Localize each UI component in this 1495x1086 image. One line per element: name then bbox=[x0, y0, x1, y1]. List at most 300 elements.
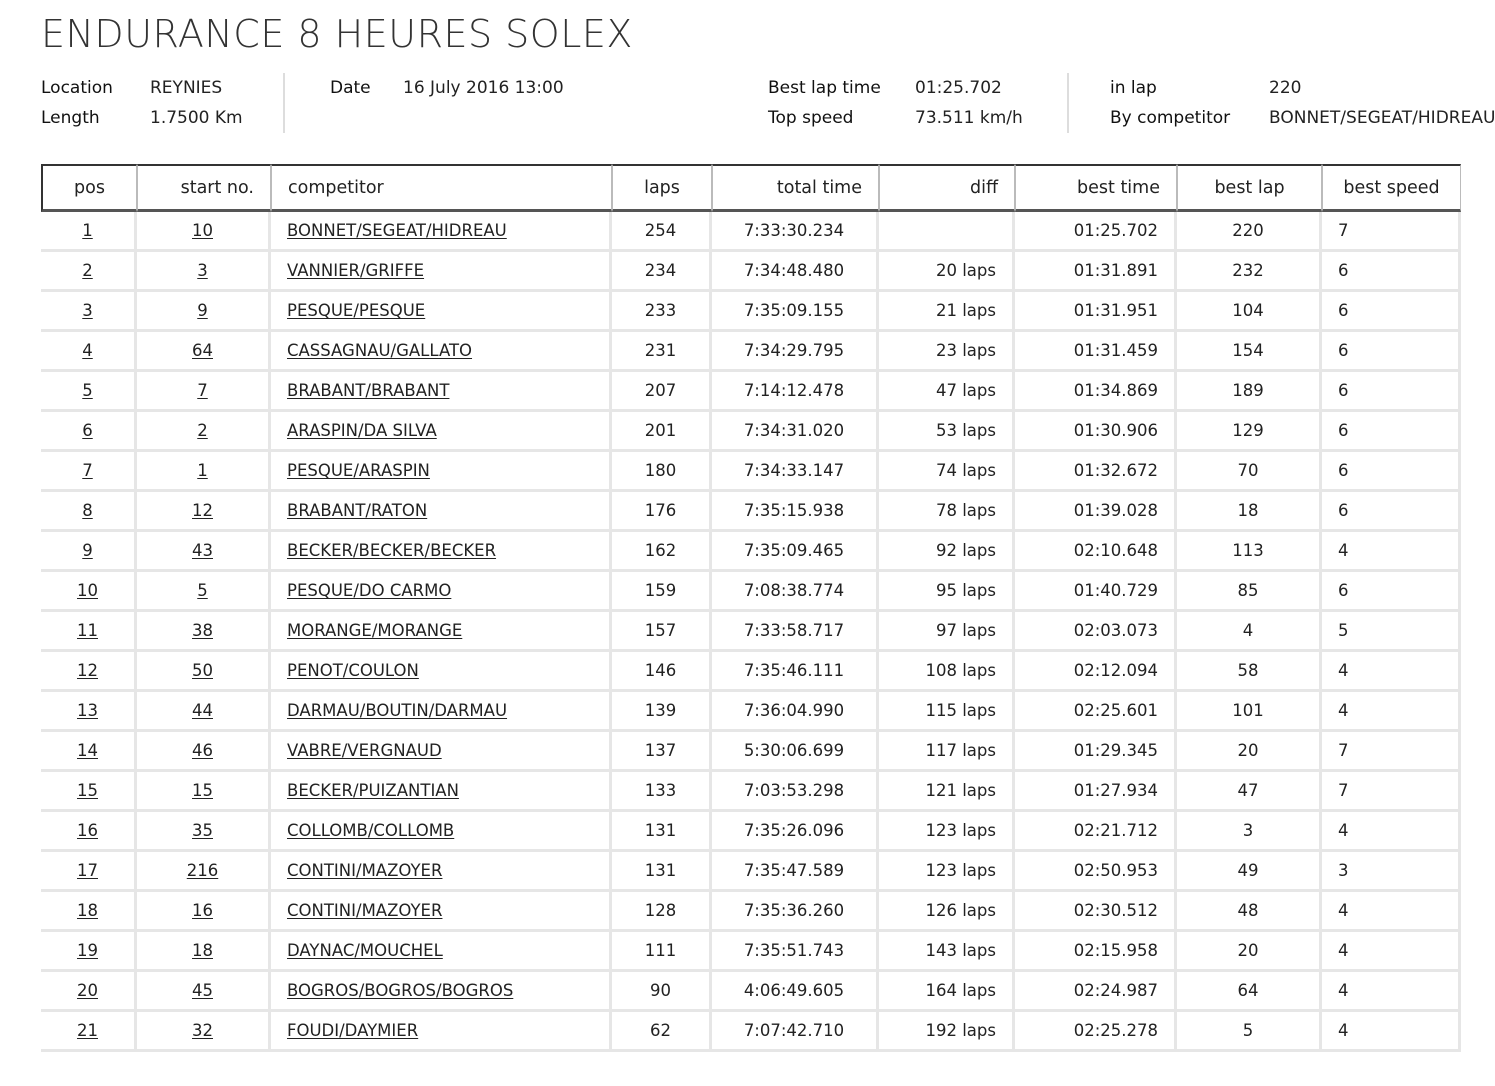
pos-link[interactable]: 11 bbox=[77, 621, 98, 640]
in-lap-value-wrap bbox=[1269, 78, 1301, 98]
best-speed-cell: 4 bbox=[1322, 652, 1461, 692]
table-row bbox=[41, 212, 1461, 252]
best-lap-cell: 220 bbox=[1177, 212, 1322, 252]
competitor-cell bbox=[271, 1012, 612, 1052]
total-time-cell: 7:35:09.465 bbox=[712, 532, 879, 572]
column-header-start-no[interactable]: start no. bbox=[137, 164, 271, 212]
in-lap-value: 220 bbox=[1269, 78, 1302, 98]
diff-cell: 78 laps bbox=[879, 492, 1015, 532]
competitor-cell bbox=[271, 372, 612, 412]
competitor-cell bbox=[271, 892, 612, 932]
best-lap-cell: 64 bbox=[1177, 972, 1322, 1012]
competitor-cell bbox=[271, 652, 612, 692]
pos-link[interactable]: 19 bbox=[77, 941, 98, 960]
info-divider bbox=[1067, 73, 1069, 133]
competitor-link[interactable]: CONTINI/MAZOYER bbox=[287, 901, 443, 920]
table-row bbox=[41, 972, 1461, 1012]
table-row bbox=[41, 492, 1461, 532]
pos-cell bbox=[41, 572, 137, 612]
table-row bbox=[41, 812, 1461, 852]
start-no-cell bbox=[137, 892, 271, 932]
laps-cell: 176 bbox=[612, 492, 712, 532]
total-time-cell: 7:35:09.155 bbox=[712, 292, 879, 332]
laps-cell: 90 bbox=[612, 972, 712, 1012]
total-time-cell: 7:07:42.710 bbox=[712, 1012, 879, 1052]
best-time-cell: 02:12.094 bbox=[1015, 652, 1177, 692]
best-time-cell: 01:27.934 bbox=[1015, 772, 1177, 812]
column-header-diff[interactable]: diff bbox=[879, 164, 1015, 212]
start-no-link[interactable]: 2 bbox=[197, 421, 208, 440]
best-speed-cell: 6 bbox=[1322, 572, 1461, 612]
total-time-cell: 7:14:12.478 bbox=[712, 372, 879, 412]
laps-cell: 207 bbox=[612, 372, 712, 412]
column-header-best-speed[interactable]: best speed bbox=[1322, 164, 1461, 212]
best-time-cell: 01:31.459 bbox=[1015, 332, 1177, 372]
best-lap-time-value: 01:25.702 bbox=[915, 78, 1002, 98]
competitor-cell bbox=[271, 972, 612, 1012]
date-label: Date bbox=[330, 78, 371, 98]
competitor-cell bbox=[271, 492, 612, 532]
laps-cell: 201 bbox=[612, 412, 712, 452]
pos-link[interactable]: 3 bbox=[82, 301, 93, 320]
table-row bbox=[41, 572, 1461, 612]
competitor-link[interactable]: PESQUE/PESQUE bbox=[287, 301, 426, 320]
pos-cell bbox=[41, 852, 137, 892]
start-no-cell bbox=[137, 932, 271, 972]
diff-cell: 117 laps bbox=[879, 732, 1015, 772]
start-no-link[interactable]: 1 bbox=[197, 461, 208, 480]
best-lap-cell: 49 bbox=[1177, 852, 1322, 892]
pos-cell bbox=[41, 532, 137, 572]
start-no-link[interactable]: 44 bbox=[192, 701, 213, 720]
laps-cell: 231 bbox=[612, 332, 712, 372]
laps-cell: 131 bbox=[612, 852, 712, 892]
date-value: 16 July 2016 13:00 bbox=[403, 78, 564, 98]
diff-cell: 92 laps bbox=[879, 532, 1015, 572]
start-no-cell bbox=[137, 612, 271, 652]
length-label: Length bbox=[41, 108, 100, 128]
best-lap-cell: 113 bbox=[1177, 532, 1322, 572]
date-value-wrap bbox=[403, 78, 564, 98]
start-no-link[interactable]: 35 bbox=[192, 821, 213, 840]
pos-cell bbox=[41, 412, 137, 452]
best-speed-cell: 6 bbox=[1322, 252, 1461, 292]
start-no-link[interactable]: 18 bbox=[192, 941, 213, 960]
diff-cell: 164 laps bbox=[879, 972, 1015, 1012]
start-no-link[interactable]: 15 bbox=[192, 781, 213, 800]
competitor-cell bbox=[271, 612, 612, 652]
pos-cell bbox=[41, 252, 137, 292]
pos-link[interactable]: 6 bbox=[82, 421, 93, 440]
best-lap-time-row bbox=[768, 78, 881, 98]
start-no-cell bbox=[137, 652, 271, 692]
start-no-link[interactable]: 216 bbox=[186, 861, 219, 880]
pos-link[interactable]: 18 bbox=[77, 901, 98, 920]
table-row bbox=[41, 452, 1461, 492]
best-speed-cell: 6 bbox=[1322, 332, 1461, 372]
laps-cell: 157 bbox=[612, 612, 712, 652]
competitor-cell bbox=[271, 332, 612, 372]
competitor-link[interactable]: BONNET/SEGEAT/HIDREAU bbox=[287, 221, 507, 240]
start-no-link[interactable]: 7 bbox=[197, 381, 208, 400]
location-row bbox=[41, 78, 113, 98]
table-row bbox=[41, 772, 1461, 812]
pos-cell bbox=[41, 332, 137, 372]
best-time-cell: 02:50.953 bbox=[1015, 852, 1177, 892]
pos-link[interactable]: 1 bbox=[82, 221, 93, 240]
best-time-cell: 01:30.906 bbox=[1015, 412, 1177, 452]
best-time-cell: 01:32.672 bbox=[1015, 452, 1177, 492]
pos-link[interactable]: 13 bbox=[77, 701, 98, 720]
table-row bbox=[41, 852, 1461, 892]
total-time-cell: 4:06:49.605 bbox=[712, 972, 879, 1012]
start-no-link[interactable]: 10 bbox=[192, 221, 213, 240]
start-no-cell bbox=[137, 1012, 271, 1052]
laps-cell: 133 bbox=[612, 772, 712, 812]
by-competitor-value: BONNET/SEGEAT/HIDREAU bbox=[1269, 108, 1495, 128]
laps-cell: 62 bbox=[612, 1012, 712, 1052]
start-no-cell bbox=[137, 252, 271, 292]
best-speed-cell: 4 bbox=[1322, 972, 1461, 1012]
diff-cell: 123 laps bbox=[879, 852, 1015, 892]
diff-cell: 53 laps bbox=[879, 412, 1015, 452]
column-header-best-lap[interactable]: best lap bbox=[1177, 164, 1322, 212]
laps-cell: 146 bbox=[612, 652, 712, 692]
length-value-wrap bbox=[150, 108, 243, 128]
table-row bbox=[41, 372, 1461, 412]
competitor-link[interactable]: COLLOMB/COLLOMB bbox=[287, 821, 455, 840]
best-speed-cell: 3 bbox=[1322, 852, 1461, 892]
best-lap-cell: 154 bbox=[1177, 332, 1322, 372]
start-no-link[interactable]: 12 bbox=[192, 501, 213, 520]
pos-link[interactable]: 4 bbox=[82, 341, 93, 360]
top-speed-value: 73.511 km/h bbox=[915, 108, 1023, 128]
pos-cell bbox=[41, 612, 137, 652]
best-lap-cell: 101 bbox=[1177, 692, 1322, 732]
best-speed-cell: 4 bbox=[1322, 892, 1461, 932]
start-no-link[interactable]: 3 bbox=[197, 261, 208, 280]
competitor-cell bbox=[271, 852, 612, 892]
competitor-link[interactable]: PESQUE/DO CARMO bbox=[287, 581, 452, 600]
column-header-best-time[interactable]: best time bbox=[1015, 164, 1177, 212]
competitor-cell bbox=[271, 532, 612, 572]
competitor-link[interactable]: PENOT/COULON bbox=[287, 661, 419, 680]
start-no-cell bbox=[137, 292, 271, 332]
laps-cell: 159 bbox=[612, 572, 712, 612]
total-time-cell: 7:34:48.480 bbox=[712, 252, 879, 292]
table-row bbox=[41, 252, 1461, 292]
table-row bbox=[41, 932, 1461, 972]
competitor-cell bbox=[271, 412, 612, 452]
pos-link[interactable]: 12 bbox=[77, 661, 98, 680]
competitor-link[interactable]: BECKER/PUIZANTIAN bbox=[287, 781, 459, 800]
pos-cell bbox=[41, 652, 137, 692]
competitor-link[interactable]: BECKER/BECKER/BECKER bbox=[287, 541, 497, 560]
start-no-cell bbox=[137, 732, 271, 772]
total-time-cell: 7:35:15.938 bbox=[712, 492, 879, 532]
start-no-link[interactable]: 5 bbox=[197, 581, 208, 600]
competitor-link[interactable]: CASSAGNAU/GALLATO bbox=[287, 341, 473, 360]
best-time-cell: 01:39.028 bbox=[1015, 492, 1177, 532]
laps-cell: 233 bbox=[612, 292, 712, 332]
length-row bbox=[41, 108, 100, 128]
diff-cell: 126 laps bbox=[879, 892, 1015, 932]
pos-cell bbox=[41, 732, 137, 772]
length-value: 1.7500 Km bbox=[150, 108, 243, 128]
total-time-cell: 7:34:31.020 bbox=[712, 412, 879, 452]
competitor-cell bbox=[271, 692, 612, 732]
total-time-cell: 5:30:06.699 bbox=[712, 732, 879, 772]
laps-cell: 131 bbox=[612, 812, 712, 852]
by-competitor-row bbox=[1110, 108, 1230, 128]
pos-cell bbox=[41, 772, 137, 812]
pos-cell bbox=[41, 372, 137, 412]
column-header-competitor[interactable]: competitor bbox=[271, 164, 612, 212]
best-time-cell: 01:34.869 bbox=[1015, 372, 1177, 412]
total-time-cell: 7:34:29.795 bbox=[712, 332, 879, 372]
competitor-link[interactable]: PESQUE/ARASPIN bbox=[287, 461, 430, 480]
start-no-link[interactable]: 38 bbox=[192, 621, 213, 640]
diff-cell: 47 laps bbox=[879, 372, 1015, 412]
diff-cell: 108 laps bbox=[879, 652, 1015, 692]
start-no-cell bbox=[137, 372, 271, 412]
table-row bbox=[41, 732, 1461, 772]
best-lap-cell: 48 bbox=[1177, 892, 1322, 932]
best-speed-cell: 6 bbox=[1322, 292, 1461, 332]
pos-link[interactable]: 17 bbox=[77, 861, 98, 880]
competitor-link[interactable]: BRABANT/BRABANT bbox=[287, 381, 450, 400]
column-header-laps[interactable]: laps bbox=[612, 164, 712, 212]
competitor-link[interactable]: FOUDI/DAYMIER bbox=[287, 1021, 419, 1040]
start-no-cell bbox=[137, 852, 271, 892]
diff-cell: 143 laps bbox=[879, 932, 1015, 972]
location-value-wrap bbox=[150, 78, 222, 98]
pos-link[interactable]: 16 bbox=[77, 821, 98, 840]
diff-cell: 23 laps bbox=[879, 332, 1015, 372]
competitor-link[interactable]: VANNIER/GRIFFE bbox=[287, 261, 425, 280]
competitor-cell bbox=[271, 932, 612, 972]
best-speed-cell: 6 bbox=[1322, 492, 1461, 532]
pos-link[interactable]: 8 bbox=[82, 501, 93, 520]
table-row bbox=[41, 532, 1461, 572]
best-time-cell: 02:21.712 bbox=[1015, 812, 1177, 852]
total-time-cell: 7:33:58.717 bbox=[712, 612, 879, 652]
best-speed-cell: 6 bbox=[1322, 372, 1461, 412]
best-time-cell: 01:31.891 bbox=[1015, 252, 1177, 292]
best-time-cell: 01:31.951 bbox=[1015, 292, 1177, 332]
best-time-cell: 02:25.278 bbox=[1015, 1012, 1177, 1052]
start-no-cell bbox=[137, 572, 271, 612]
best-lap-cell: 4 bbox=[1177, 612, 1322, 652]
best-lap-cell: 70 bbox=[1177, 452, 1322, 492]
pos-link[interactable]: 5 bbox=[82, 381, 93, 400]
competitor-cell bbox=[271, 212, 612, 252]
diff-cell: 95 laps bbox=[879, 572, 1015, 612]
pos-cell bbox=[41, 292, 137, 332]
table-row bbox=[41, 652, 1461, 692]
competitor-cell bbox=[271, 772, 612, 812]
start-no-cell bbox=[137, 332, 271, 372]
pos-link[interactable]: 7 bbox=[82, 461, 93, 480]
laps-cell: 162 bbox=[612, 532, 712, 572]
pos-link[interactable]: 15 bbox=[77, 781, 98, 800]
competitor-link[interactable]: BRABANT/RATON bbox=[287, 501, 428, 520]
total-time-cell: 7:35:47.589 bbox=[712, 852, 879, 892]
diff-cell: 20 laps bbox=[879, 252, 1015, 292]
pos-cell bbox=[41, 1012, 137, 1052]
total-time-cell: 7:36:04.990 bbox=[712, 692, 879, 732]
best-time-cell: 02:03.073 bbox=[1015, 612, 1177, 652]
pos-link[interactable]: 9 bbox=[82, 541, 93, 560]
table-row bbox=[41, 412, 1461, 452]
best-time-cell: 02:24.987 bbox=[1015, 972, 1177, 1012]
pos-link[interactable]: 21 bbox=[77, 1021, 98, 1040]
competitor-link[interactable]: DARMAU/BOUTIN/DARMAU bbox=[287, 701, 508, 720]
results-table-viewport[interactable] bbox=[41, 164, 1440, 1044]
total-time-cell: 7:08:38.774 bbox=[712, 572, 879, 612]
pos-cell bbox=[41, 452, 137, 492]
laps-cell: 128 bbox=[612, 892, 712, 932]
best-speed-cell: 4 bbox=[1322, 1012, 1461, 1052]
table-header-row bbox=[41, 164, 1461, 212]
pos-link[interactable]: 10 bbox=[77, 581, 98, 600]
table-row bbox=[41, 332, 1461, 372]
best-lap-cell: 129 bbox=[1177, 412, 1322, 452]
pos-cell bbox=[41, 212, 137, 252]
start-no-cell bbox=[137, 532, 271, 572]
start-no-cell bbox=[137, 212, 271, 252]
column-header-total-time[interactable]: total time bbox=[712, 164, 879, 212]
start-no-link[interactable]: 43 bbox=[192, 541, 213, 560]
date-row bbox=[330, 78, 371, 98]
table-row bbox=[41, 692, 1461, 732]
laps-cell: 111 bbox=[612, 932, 712, 972]
competitor-cell bbox=[271, 732, 612, 772]
best-speed-cell: 6 bbox=[1322, 412, 1461, 452]
page-title: ENDURANCE 8 HEURES SOLEX bbox=[41, 12, 633, 56]
diff-cell: 74 laps bbox=[879, 452, 1015, 492]
start-no-link[interactable]: 46 bbox=[192, 741, 213, 760]
best-lap-time-value-wrap bbox=[915, 78, 1002, 98]
competitor-link[interactable]: CONTINI/MAZOYER bbox=[287, 861, 443, 880]
best-speed-cell: 7 bbox=[1322, 212, 1461, 252]
start-no-link[interactable]: 16 bbox=[192, 901, 213, 920]
competitor-link[interactable]: ARASPIN/DA SILVA bbox=[287, 421, 437, 440]
table-row bbox=[41, 892, 1461, 932]
competitor-link[interactable]: MORANGE/MORANGE bbox=[287, 621, 463, 640]
start-no-cell bbox=[137, 812, 271, 852]
start-no-link[interactable]: 64 bbox=[192, 341, 213, 360]
laps-cell: 137 bbox=[612, 732, 712, 772]
diff-cell: 21 laps bbox=[879, 292, 1015, 332]
best-time-cell: 01:40.729 bbox=[1015, 572, 1177, 612]
best-time-cell: 01:29.345 bbox=[1015, 732, 1177, 772]
best-lap-cell: 18 bbox=[1177, 492, 1322, 532]
diff-cell: 192 laps bbox=[879, 1012, 1015, 1052]
best-time-cell: 02:15.958 bbox=[1015, 932, 1177, 972]
competitor-link[interactable]: DAYNAC/MOUCHEL bbox=[287, 941, 443, 960]
in-lap-label: in lap bbox=[1110, 78, 1157, 98]
best-lap-cell: 20 bbox=[1177, 732, 1322, 772]
total-time-cell: 7:35:26.096 bbox=[712, 812, 879, 852]
start-no-link[interactable]: 50 bbox=[192, 661, 213, 680]
best-time-cell: 02:30.512 bbox=[1015, 892, 1177, 932]
best-lap-cell: 47 bbox=[1177, 772, 1322, 812]
info-divider bbox=[283, 73, 285, 133]
pos-cell bbox=[41, 812, 137, 852]
best-lap-cell: 3 bbox=[1177, 812, 1322, 852]
best-speed-cell: 4 bbox=[1322, 532, 1461, 572]
top-speed-label: Top speed bbox=[768, 108, 854, 128]
best-time-cell: 02:25.601 bbox=[1015, 692, 1177, 732]
best-speed-cell: 5 bbox=[1322, 612, 1461, 652]
best-speed-cell: 6 bbox=[1322, 452, 1461, 492]
start-no-cell bbox=[137, 412, 271, 452]
best-lap-cell: 20 bbox=[1177, 932, 1322, 972]
diff-cell: 121 laps bbox=[879, 772, 1015, 812]
start-no-cell bbox=[137, 452, 271, 492]
table-row bbox=[41, 292, 1461, 332]
total-time-cell: 7:33:30.234 bbox=[712, 212, 879, 252]
diff-cell: 123 laps bbox=[879, 812, 1015, 852]
pos-cell bbox=[41, 972, 137, 1012]
total-time-cell: 7:35:36.260 bbox=[712, 892, 879, 932]
pos-cell bbox=[41, 692, 137, 732]
best-time-cell: 02:10.648 bbox=[1015, 532, 1177, 572]
by-competitor-value-wrap bbox=[1269, 108, 1495, 128]
best-speed-cell: 4 bbox=[1322, 692, 1461, 732]
diff-cell bbox=[879, 212, 1015, 252]
laps-cell: 180 bbox=[612, 452, 712, 492]
competitor-cell bbox=[271, 572, 612, 612]
start-no-link[interactable]: 45 bbox=[192, 981, 213, 1000]
top-speed-row bbox=[768, 108, 853, 128]
in-lap-row bbox=[1110, 78, 1157, 98]
best-lap-cell: 58 bbox=[1177, 652, 1322, 692]
pos-cell bbox=[41, 892, 137, 932]
competitor-cell bbox=[271, 812, 612, 852]
pos-link[interactable]: 20 bbox=[77, 981, 98, 1000]
start-no-cell bbox=[137, 972, 271, 1012]
competitor-link[interactable]: BOGROS/BOGROS/BOGROS bbox=[287, 981, 514, 1000]
table-row bbox=[41, 612, 1461, 652]
start-no-link[interactable]: 9 bbox=[197, 301, 208, 320]
pos-link[interactable]: 14 bbox=[77, 741, 98, 760]
pos-link[interactable]: 2 bbox=[82, 261, 93, 280]
pos-cell bbox=[41, 932, 137, 972]
column-header-pos[interactable]: pos bbox=[41, 164, 137, 212]
best-lap-cell: 189 bbox=[1177, 372, 1322, 412]
start-no-cell bbox=[137, 692, 271, 732]
start-no-link[interactable]: 32 bbox=[192, 1021, 213, 1040]
start-no-cell bbox=[137, 492, 271, 532]
best-lap-cell: 85 bbox=[1177, 572, 1322, 612]
best-lap-cell: 104 bbox=[1177, 292, 1322, 332]
competitor-cell bbox=[271, 252, 612, 292]
top-speed-value-wrap bbox=[915, 108, 1023, 128]
total-time-cell: 7:35:46.111 bbox=[712, 652, 879, 692]
laps-cell: 234 bbox=[612, 252, 712, 292]
total-time-cell: 7:35:51.743 bbox=[712, 932, 879, 972]
best-speed-cell: 7 bbox=[1322, 772, 1461, 812]
competitor-cell bbox=[271, 292, 612, 332]
best-time-cell: 01:25.702 bbox=[1015, 212, 1177, 252]
laps-cell: 139 bbox=[612, 692, 712, 732]
best-speed-cell: 4 bbox=[1322, 812, 1461, 852]
table-row bbox=[41, 1012, 1461, 1052]
competitor-link[interactable]: VABRE/VERGNAUD bbox=[287, 741, 442, 760]
total-time-cell: 7:03:53.298 bbox=[712, 772, 879, 812]
